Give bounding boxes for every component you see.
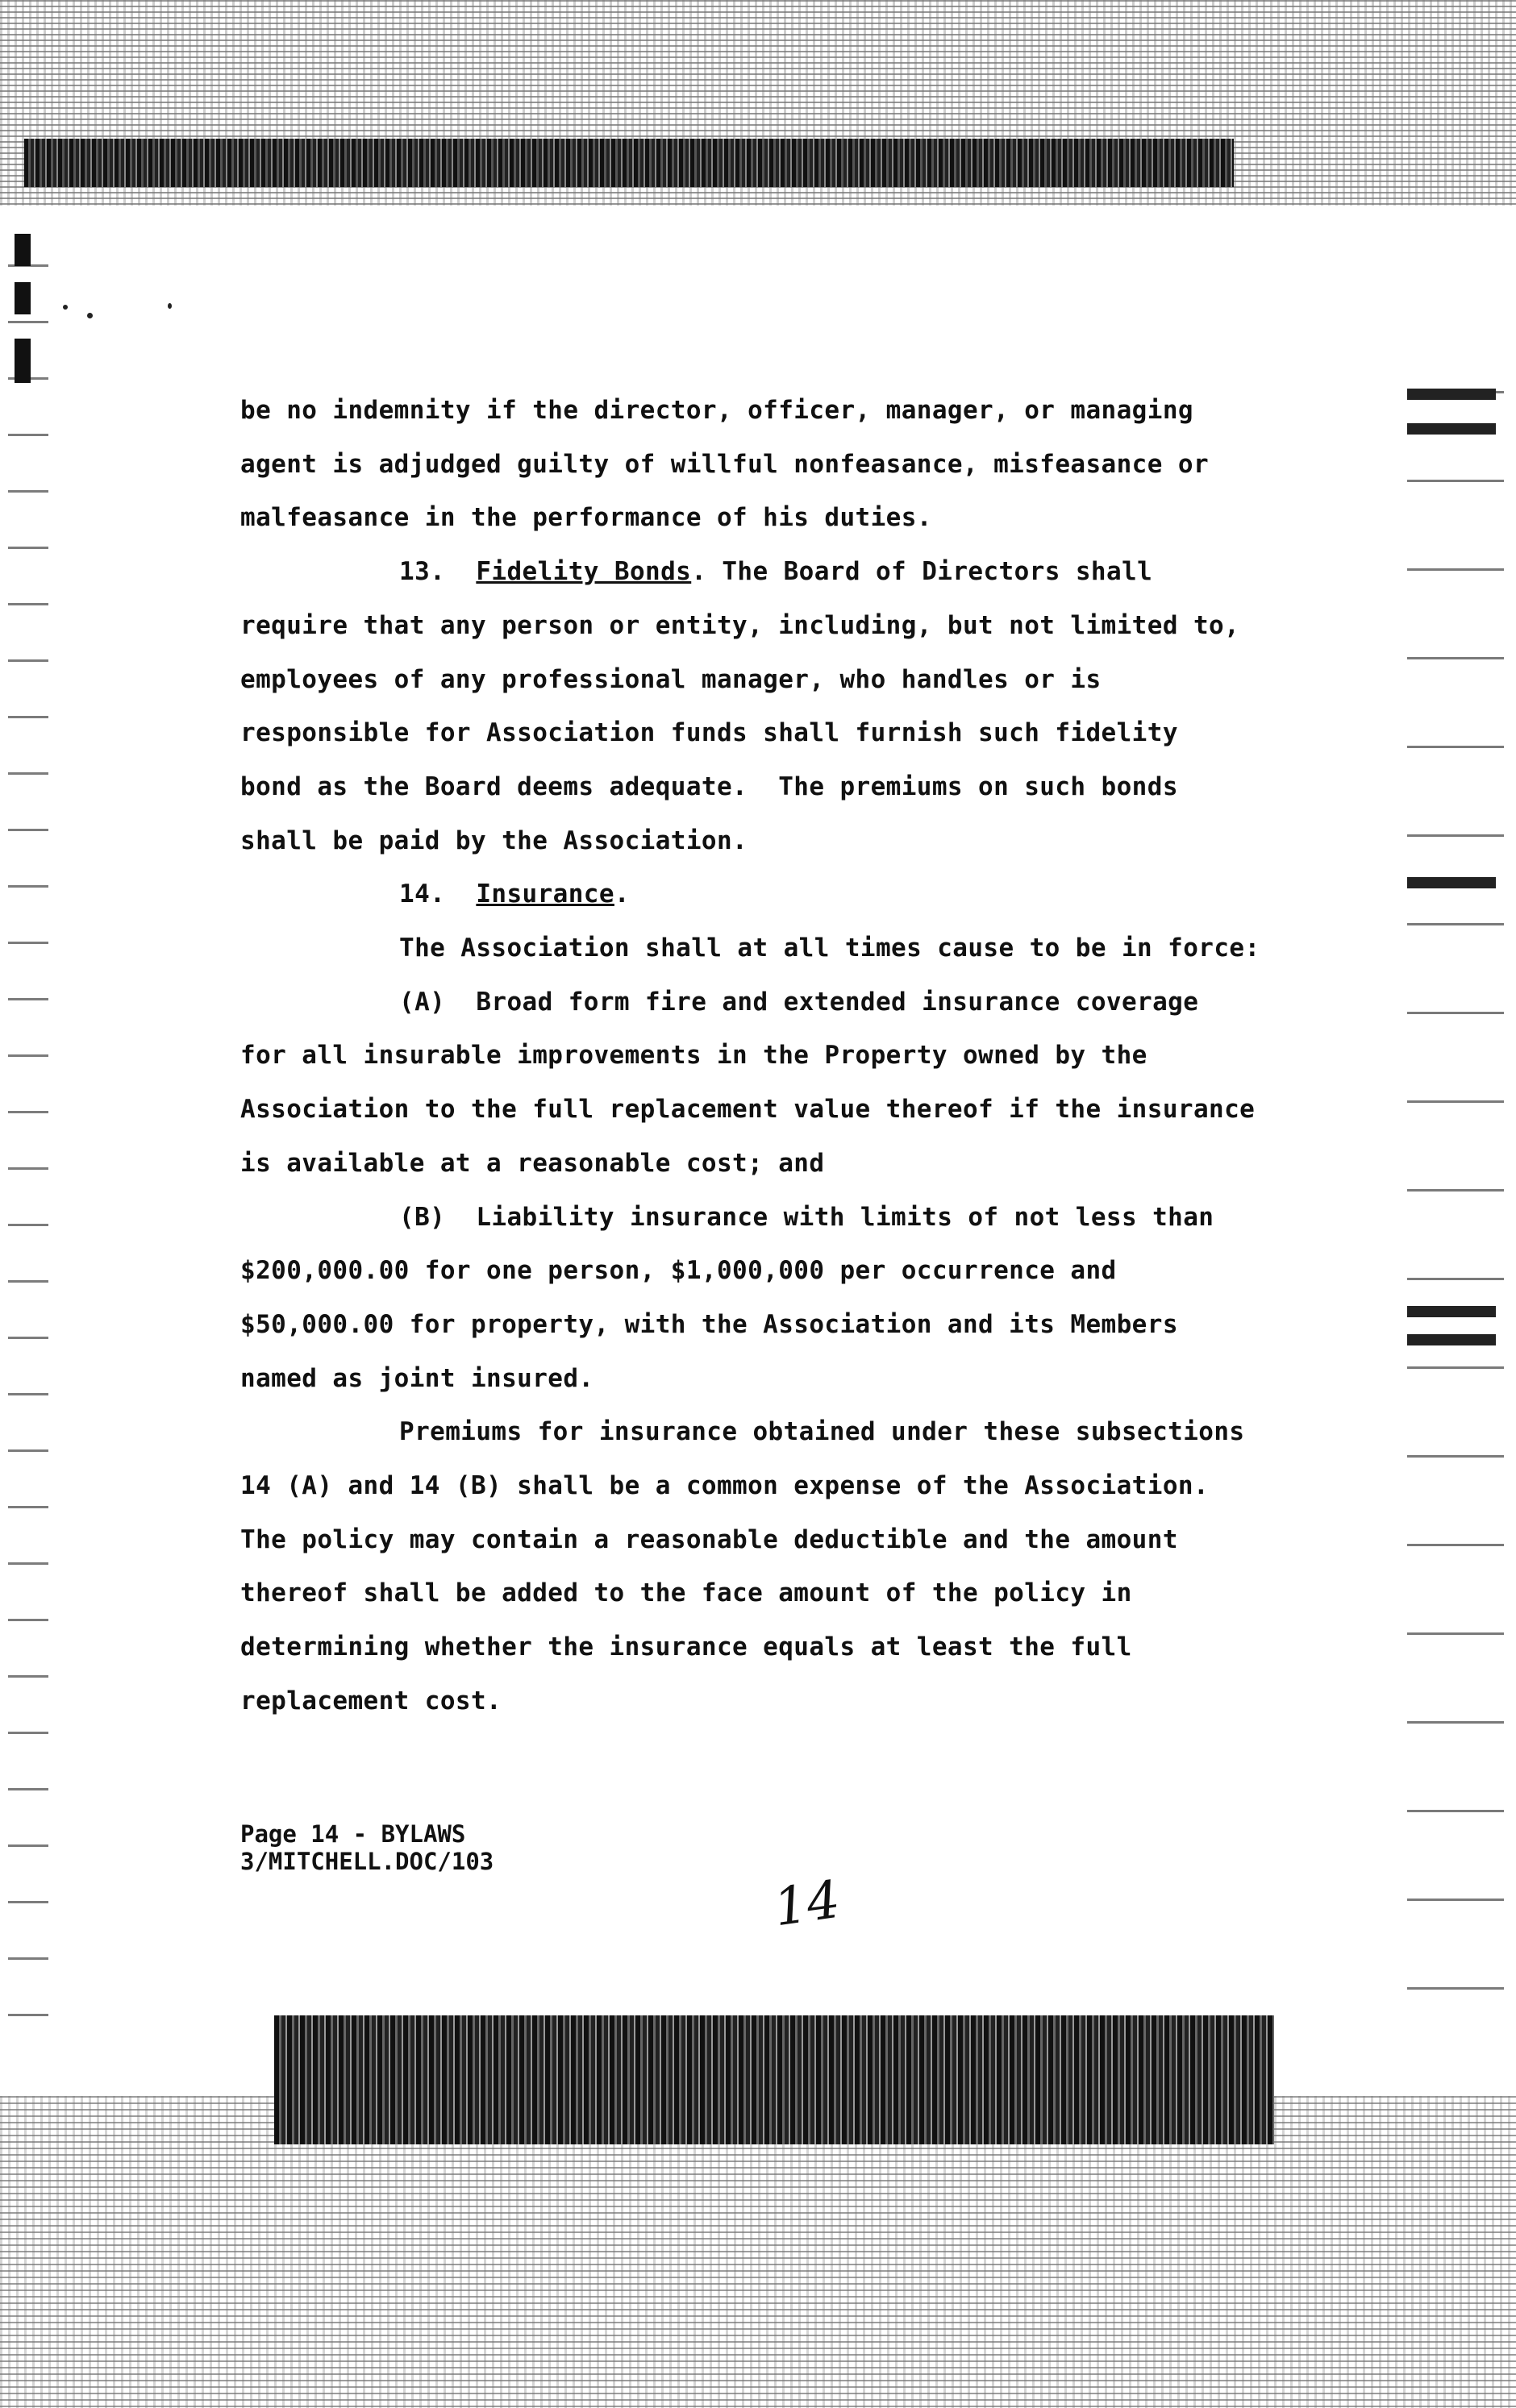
item-b-line: $50,000.00 for property, with the Association and its Members — [240, 1309, 1178, 1339]
right-margin-block — [1407, 423, 1496, 435]
premiums-line: The policy may contain a reasonable deductible and the amount — [240, 1524, 1178, 1554]
left-margin-block — [15, 282, 31, 314]
section-13-line: bond as the Board deems adequate. The premiums on such bonds — [240, 771, 1178, 801]
section-13-line: employees of any professional manager, who handles or is — [240, 664, 1102, 694]
item-a-line: is available at a reasonable cost; and — [240, 1148, 825, 1178]
section-13-line: require that any person or entity, including, but not limited to, — [240, 610, 1240, 640]
scan-dark-band-top — [24, 139, 1234, 187]
body-line: agent is adjudged guilty of willful nonfeasance, misfeasance or — [240, 449, 1210, 479]
section-13-line: shall be paid by the Association. — [240, 826, 748, 855]
scan-speck — [87, 313, 93, 318]
left-margin-block — [15, 339, 31, 383]
section-14-heading-suffix: . — [614, 880, 630, 909]
section-14-heading-line — [240, 867, 1329, 921]
footer-doc-ref: 3/MITCHELL.DOC/103 — [240, 1848, 494, 1875]
right-margin-block — [1407, 1334, 1496, 1345]
section-13-number: 13. — [399, 557, 446, 587]
page-footer — [240, 1820, 494, 1875]
premiums-line: thereof shall be added to the face amount of the policy in — [240, 1578, 1132, 1608]
scan-speck — [168, 303, 172, 309]
section-13-heading: Fidelity Bonds — [476, 557, 692, 587]
item-b-line: named as joint insured. — [240, 1363, 594, 1393]
body-line: be no indemnity if the director, officer, manager, or managing — [240, 396, 1193, 425]
section-14-heading: Insurance — [476, 880, 614, 909]
section-13-first-line-rest: . The Board of Directors shall — [691, 557, 1153, 587]
premiums-line: 14 (A) and 14 (B) shall be a common expense of the Association. — [240, 1471, 1210, 1501]
right-margin-artifacts — [1407, 347, 1504, 1999]
left-margin-artifacts — [8, 234, 48, 2048]
document-body — [240, 384, 1329, 1728]
scan-dark-band-bottom — [274, 2015, 1274, 2144]
scan-speck — [63, 305, 68, 310]
item-a-first-line: (A) Broad form fire and extended insurance coverage — [399, 987, 1199, 1017]
handwritten-page-number: 14 — [770, 1869, 844, 1939]
item-a-line: for all insurable improvements in the Property owned by the — [240, 1041, 1147, 1071]
section-13-heading-line — [240, 545, 1329, 599]
item-b-line: $200,000.00 for one person, $1,000,000 per occurrence and — [240, 1256, 1117, 1286]
right-margin-block — [1407, 877, 1496, 888]
footer-page-label: Page 14 - BYLAWS — [240, 1820, 466, 1848]
right-margin-block — [1407, 389, 1496, 400]
item-b-first-line: (B) Liability insurance with limits of not less than — [399, 1202, 1214, 1232]
section-14-number: 14. — [399, 880, 446, 909]
premiums-line: determining whether the insurance equals at least the full — [240, 1632, 1132, 1662]
right-margin-block — [1407, 1306, 1496, 1317]
premiums-first-line: Premiums for insurance obtained under these subsections — [399, 1417, 1245, 1447]
item-a-line: Association to the full replacement value thereof if the insurance — [240, 1095, 1256, 1125]
body-line: malfeasance in the performance of his duties. — [240, 503, 932, 533]
left-margin-block — [15, 234, 31, 266]
section-14-intro: The Association shall at all times cause to be in force: — [399, 934, 1260, 963]
premiums-line: replacement cost. — [240, 1686, 502, 1716]
section-13-line: responsible for Association funds shall furnish such fidelity — [240, 718, 1178, 748]
